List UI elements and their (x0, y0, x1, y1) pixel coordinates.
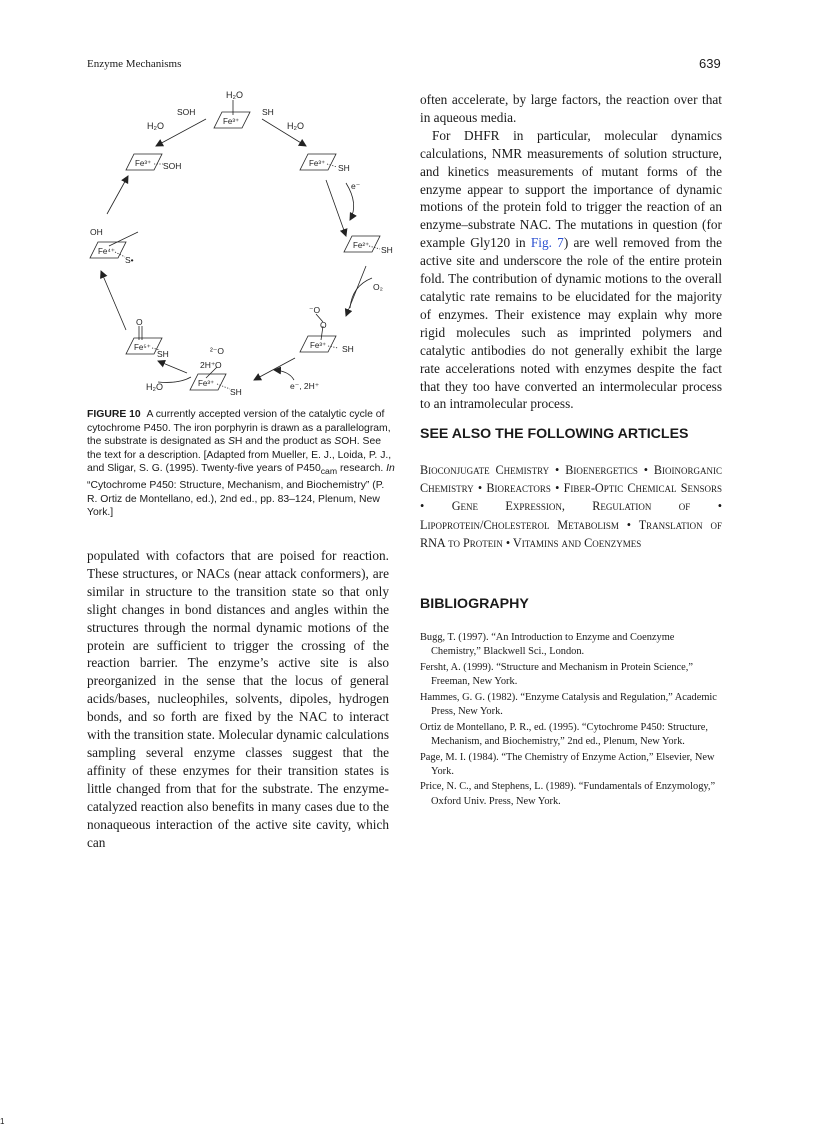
fe5-sub-label: SH (157, 349, 169, 359)
running-head: Enzyme Mechanisms (87, 58, 182, 70)
o2minus-label: ²⁻O (210, 346, 224, 356)
oxo-o-label: O (136, 317, 143, 327)
fe3-soh-sub-label: SOH (163, 161, 182, 171)
bib-entry: Bugg, T. (1997). “An Introduction to Enzyme and Coenzyme Chemistry,” Blackwell Sci., London. (420, 632, 675, 658)
fe3-sh-fe-label: Fe³⁺ (309, 159, 326, 168)
twoh-plus-label: 2H⁺ (200, 360, 216, 370)
see-also-list: Bioconjugate Chemistry • Bioenergetics • Bioinorganic Chemistry • Bioreactors • Fiber-Optic Chemical Sensors • Gene Expression, Regulation of • Lipoprotein/Cholesterol Metabolism • Translation of RNA to Protein • Vitamins and Coenzymes (420, 463, 723, 550)
fe4-fe-label: Fe⁴⁺ (98, 247, 115, 256)
peroxo-o-label: O (320, 320, 327, 330)
footer-mark: 1 (0, 1117, 5, 1126)
bibliography-heading: BIBLIOGRAPHY (420, 596, 529, 612)
figure-caption: FIGURE 10 A currently accepted version of the catalytic cycle of cytochrome P450. The iron porphyrin is drawn as a parallelogram, the substrate is designated as SH and the product as SOH. See the text for a description. [Adapted from Mueller, E. J., Loida, P. J., and Sligar, S. G. (1995). Twenty-five years of $P450_{cam}$ research. In “Cytochrome P450: Structure, Mechanism, and Biochemistry” (P. R. Ortiz de Montellano, ed.), 2nd ed., pp. 83–124, Plenum, New York.] (87, 409, 395, 519)
see-also-item[interactable]: Bioinorganic Chemistry (420, 463, 723, 496)
see-also-heading: SEE ALSO THE FOLLOWING ARTICLES (420, 426, 689, 442)
bib-entry: Hammes, G. G. (1982). “Enzyme Catalysis and Regulation,” Academic Press, New York. (420, 691, 717, 718)
h2o-left: H₂O (147, 121, 164, 131)
fe5-fe-label: Fe⁵⁺ (134, 343, 151, 352)
fe3-peroxo-sub-label: SH (342, 344, 354, 354)
see-also-item[interactable]: Gene Expression, Regulation of (451, 499, 691, 514)
body-paragraph-2: For DHFR in particular, molecular dynamics calculations, NMR measurements of solution structure, and kinetics measurements of mutant forms of the enzyme appear to support the importance of dynamic motions of the protein fold to trigger the reaction of an enzyme–substrate NAC. The mutations in question (for example Gly120 in Fig. 7) are well removed from the active site and underscore the role of the entire protein fold. The contribution of dynamic motions to the overall catalytic rate remains to be elucidated for the majority of enzymes. Their existence may explain why more rigid molecules such as imprinted polymers and catalytic antibodies do not generally exhibit the large rate accelerations noted with enzymes despite the fact that they too have converted an intermolecular process to an intramolecular process. (420, 127, 722, 412)
h2o-top: H₂O (226, 90, 243, 100)
fe3-bottom-sub-label: SH (230, 387, 242, 397)
fe3-peroxo-fe-label: Fe³⁺ (310, 341, 327, 350)
fe2-fe-label: Fe²⁺ (353, 241, 370, 250)
fe2-sub-label: SH (381, 245, 393, 255)
mid-o-label: O (215, 360, 222, 370)
see-also-item[interactable]: Bioenergetics (565, 463, 638, 477)
right-column (420, 91, 722, 413)
bib-entry: Ortiz de Montellano, P. R., ed. (1995). “Cytochrome P450: Structure, Mechanism, and Biochemistry,” 2nd ed., Plenum, New York. (420, 721, 709, 747)
bullet: • (555, 463, 560, 477)
page-number: 639 (699, 56, 721, 71)
p450-cycle-figure (84, 86, 416, 404)
h2o-right: H₂O (287, 121, 304, 131)
soh-top: SOH (177, 107, 196, 117)
fe3-top-label: Fe³⁺ (223, 117, 240, 126)
sh-top: SH (262, 107, 274, 117)
body-paragraph-left: populated with cofactors that are poised for reaction. These structures, or NACs (near attack conformers), are similar in structure to the transition state so that only slight changes in bond distances and angles within the structures through the normal dynamic motions of the protein are sufficient to trigger the crossing of the reaction barrier. The enzyme’s active site is also preorganized in the sense that the locus of general acids/bases, nucleophiles, solvents, dipoles, hydrogen bonds, and so forth are fixed by the NAC to interact with the transition state. Molecular dynamic calculations sampling several enzyme classes suggest that the affinity of these enzymes for their transition states is little changed from that for the substrate. The enzyme-catalyzed reaction also benefits in many cases due to the nonaqueous interaction of the active site cavity, which can (87, 548, 389, 850)
fe3-soh-fe-label: Fe³⁺ (135, 159, 152, 168)
h2o-bottom-label: H₂O (146, 382, 163, 392)
oh-label: OH (90, 227, 103, 237)
bibliography-list (420, 631, 722, 810)
see-also-item[interactable]: Lipoprotein/Cholesterol Metabolism (420, 517, 619, 532)
e-2h-label: e⁻, 2H⁺ (290, 381, 320, 391)
o2-label: O₂ (373, 282, 383, 292)
bib-entry: Fersht, A. (1999). “Structure and Mechanism in Protein Science,” Freeman, New York. (420, 661, 693, 688)
fe3-bottom-fe-label: Fe³⁺ (198, 379, 215, 388)
fe4-sub-label: S• (125, 255, 134, 265)
see-also-item[interactable]: Bioconjugate Chemistry (420, 463, 550, 477)
bib-entry: Price, N. C., and Stephens, L. (1989). “Fundamentals of Enzymology,” Oxford Univ. Press, New York. (420, 781, 716, 807)
fe3-sh-sub-label: SH (338, 163, 350, 173)
e-minus-label: e⁻ (351, 181, 361, 191)
fig-7-link[interactable]: Fig. 7 (530, 235, 564, 251)
body-paragraph-1: often accelerate, by large factors, the reaction over that in aqueous media. (420, 92, 722, 125)
left-column (87, 547, 389, 851)
see-also-item[interactable]: Translation of RNA to Protein (420, 517, 723, 550)
see-also-item[interactable]: Fiber-Optic Chemical Sensors (563, 481, 723, 496)
peroxo-ominus-label: ⁻O (309, 305, 321, 315)
see-also-item[interactable]: Vitamins and Coenzymes (512, 535, 642, 550)
figure-label: FIGURE 10 (87, 409, 141, 420)
bib-entry: Page, M. I. (1984). “The Chemistry of Enzyme Action,” Elsevier, New York. (420, 751, 715, 777)
see-also-item[interactable]: Bioreactors (486, 481, 551, 496)
